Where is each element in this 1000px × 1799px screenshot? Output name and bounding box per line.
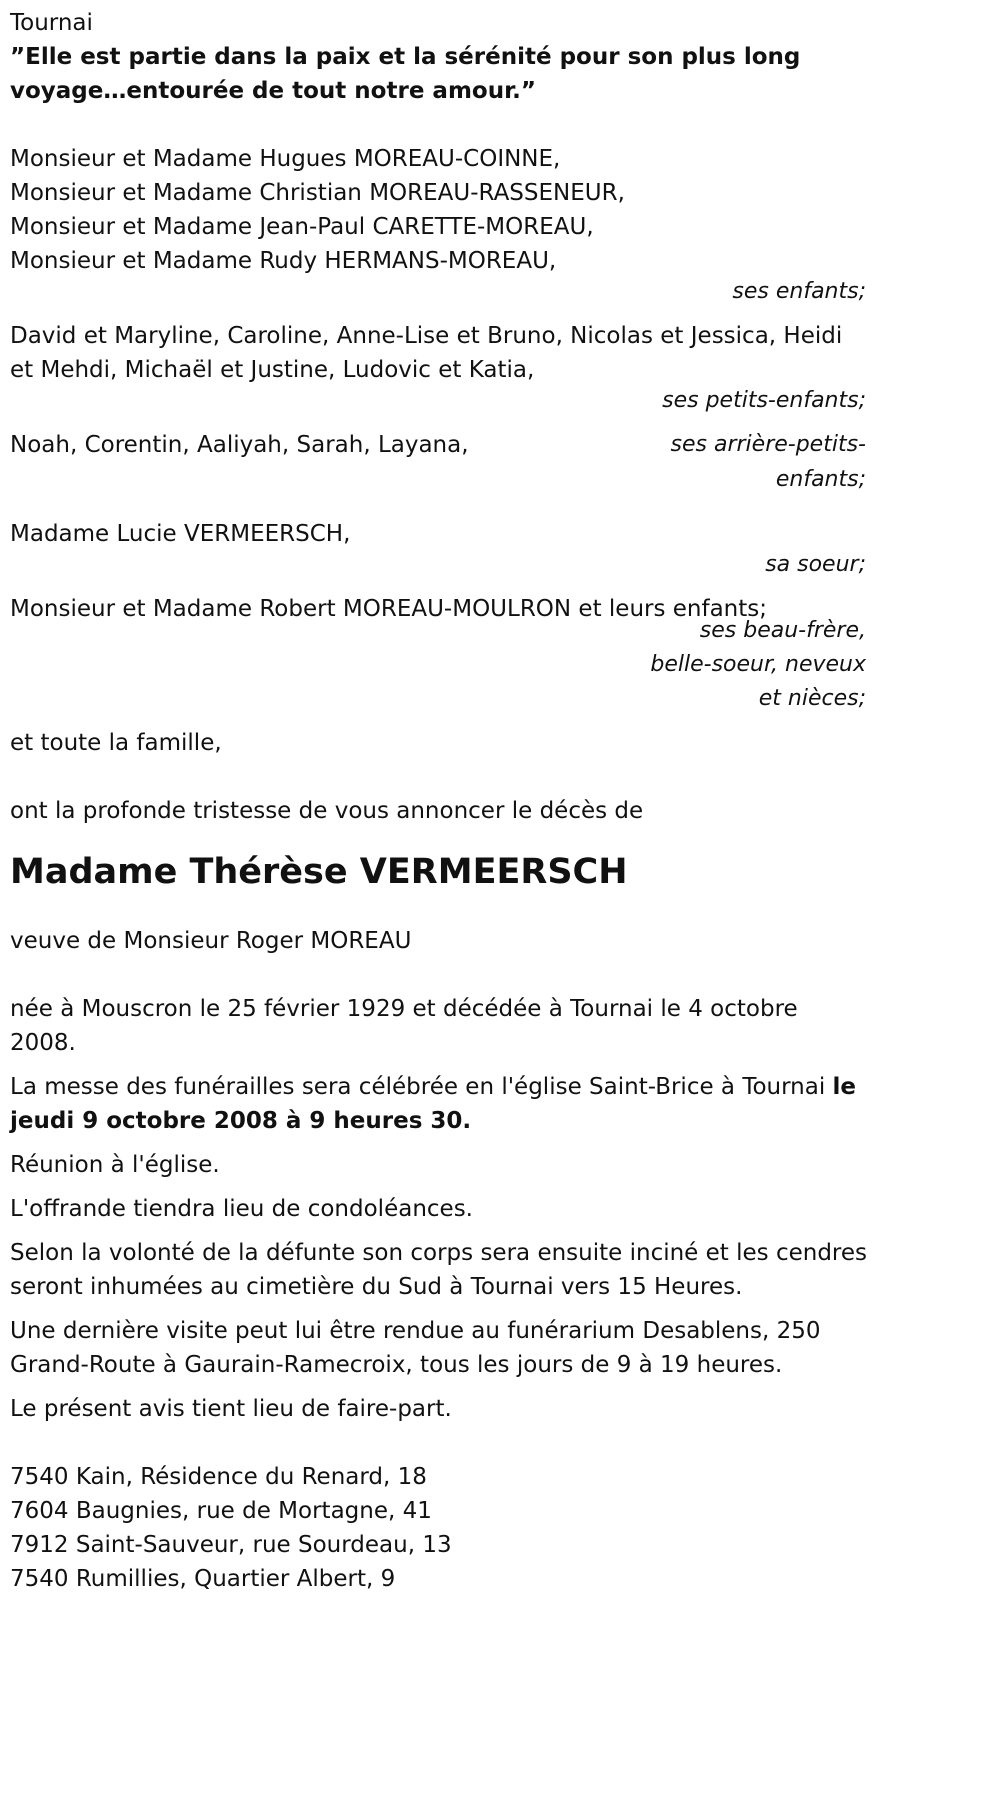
funeral-mass-paragraph [10, 1070, 870, 1138]
sister-relation: sa soeur; [765, 552, 866, 577]
great-grandchildren-relation: ses arrière-petits-enfants; [670, 432, 866, 492]
in-laws-relation-line: belle-soeur, neveux [650, 652, 866, 677]
birth-death-line: née à Mouscron le 25 février 1929 et décédée à Tournai le 4 octobre 2008. [10, 996, 798, 1056]
family-line: et toute la famille, [10, 730, 222, 756]
funeral-mass-date: le jeudi 9 octobre 2008 à 9 heures 30. [10, 1074, 857, 1134]
in-laws-section [10, 592, 990, 716]
deceased-name: Madame Thérèse VERMEERSCH [10, 852, 628, 892]
address-line: 7604 Baugnies, rue de Mortagne, 41 [10, 1498, 432, 1524]
sister-name: Madame Lucie VERMEERSCH, [10, 521, 351, 547]
meeting-line: Réunion à l'église. [10, 1152, 220, 1178]
in-laws-relation [10, 614, 866, 716]
children-section [10, 142, 990, 309]
obituary-notice [10, 6, 990, 1596]
child-name: Monsieur et Madame Christian MOREAU-RASSENEUR, [10, 180, 625, 206]
notice-line: Le présent avis tient lieu de faire-part. [10, 1396, 452, 1422]
child-name: Monsieur et Madame Jean-Paul CARETTE-MOREAU, [10, 214, 594, 240]
widow-of-line: veuve de Monsieur Roger MOREAU [10, 928, 412, 954]
great-grandchildren-names: Noah, Corentin, Aaliyah, Sarah, Layana, [10, 432, 469, 458]
grandchildren-section [10, 319, 990, 418]
sister-section [10, 517, 990, 582]
funeral-mass-text: La messe des funérailles sera célébrée en l'église Saint-Brice à Tournai [10, 1074, 833, 1100]
epitaph-quote: ”Elle est partie dans la paix et la sérénité pour son plus long voyage…entourée de tout notre amour.” [10, 44, 801, 104]
in-laws-relation-line: et nièces; [758, 686, 866, 711]
in-laws-relation-line: ses beau-frère, [699, 618, 866, 643]
city-name: Tournai [10, 10, 93, 36]
announcement-line: ont la profonde tristesse de vous annoncer le décès de [10, 798, 644, 824]
cremation-paragraph: Selon la volonté de la défunte son corps sera ensuite inciné et les cendres seront inhumées au cimetière du Sud à Tournai vers 15 Heures. [10, 1240, 868, 1300]
grandchildren-relation: ses petits-enfants; [662, 388, 866, 413]
child-name: Monsieur et Madame Hugues MOREAU-COINNE, [10, 146, 561, 172]
children-relation: ses enfants; [732, 279, 866, 304]
in-laws-names: Monsieur et Madame Robert MOREAU-MOULRON et leurs enfants; [10, 596, 768, 622]
address-line: 7540 Rumillies, Quartier Albert, 9 [10, 1566, 396, 1592]
addresses-section [10, 1460, 990, 1596]
child-name: Monsieur et Madame Rudy HERMANS-MOREAU, [10, 248, 557, 274]
grandchildren-names: David et Maryline, Caroline, Anne-Lise et Bruno, Nicolas et Jessica, Heidi et Mehdi, Michaël et Justine, Ludovic et Katia, [10, 323, 843, 383]
offering-line: L'offrande tiendra lieu de condoléances. [10, 1196, 473, 1222]
great-grandchildren-section [10, 428, 990, 517]
visit-paragraph: Une dernière visite peut lui être rendue au funérarium Desablens, 250 Grand-Route à Gaurain-Ramecroix, tous les jours de 9 à 19 heures. [10, 1318, 821, 1378]
address-line: 7912 Saint-Sauveur, rue Sourdeau, 13 [10, 1532, 452, 1558]
address-line: 7540 Kain, Résidence du Renard, 18 [10, 1464, 427, 1490]
